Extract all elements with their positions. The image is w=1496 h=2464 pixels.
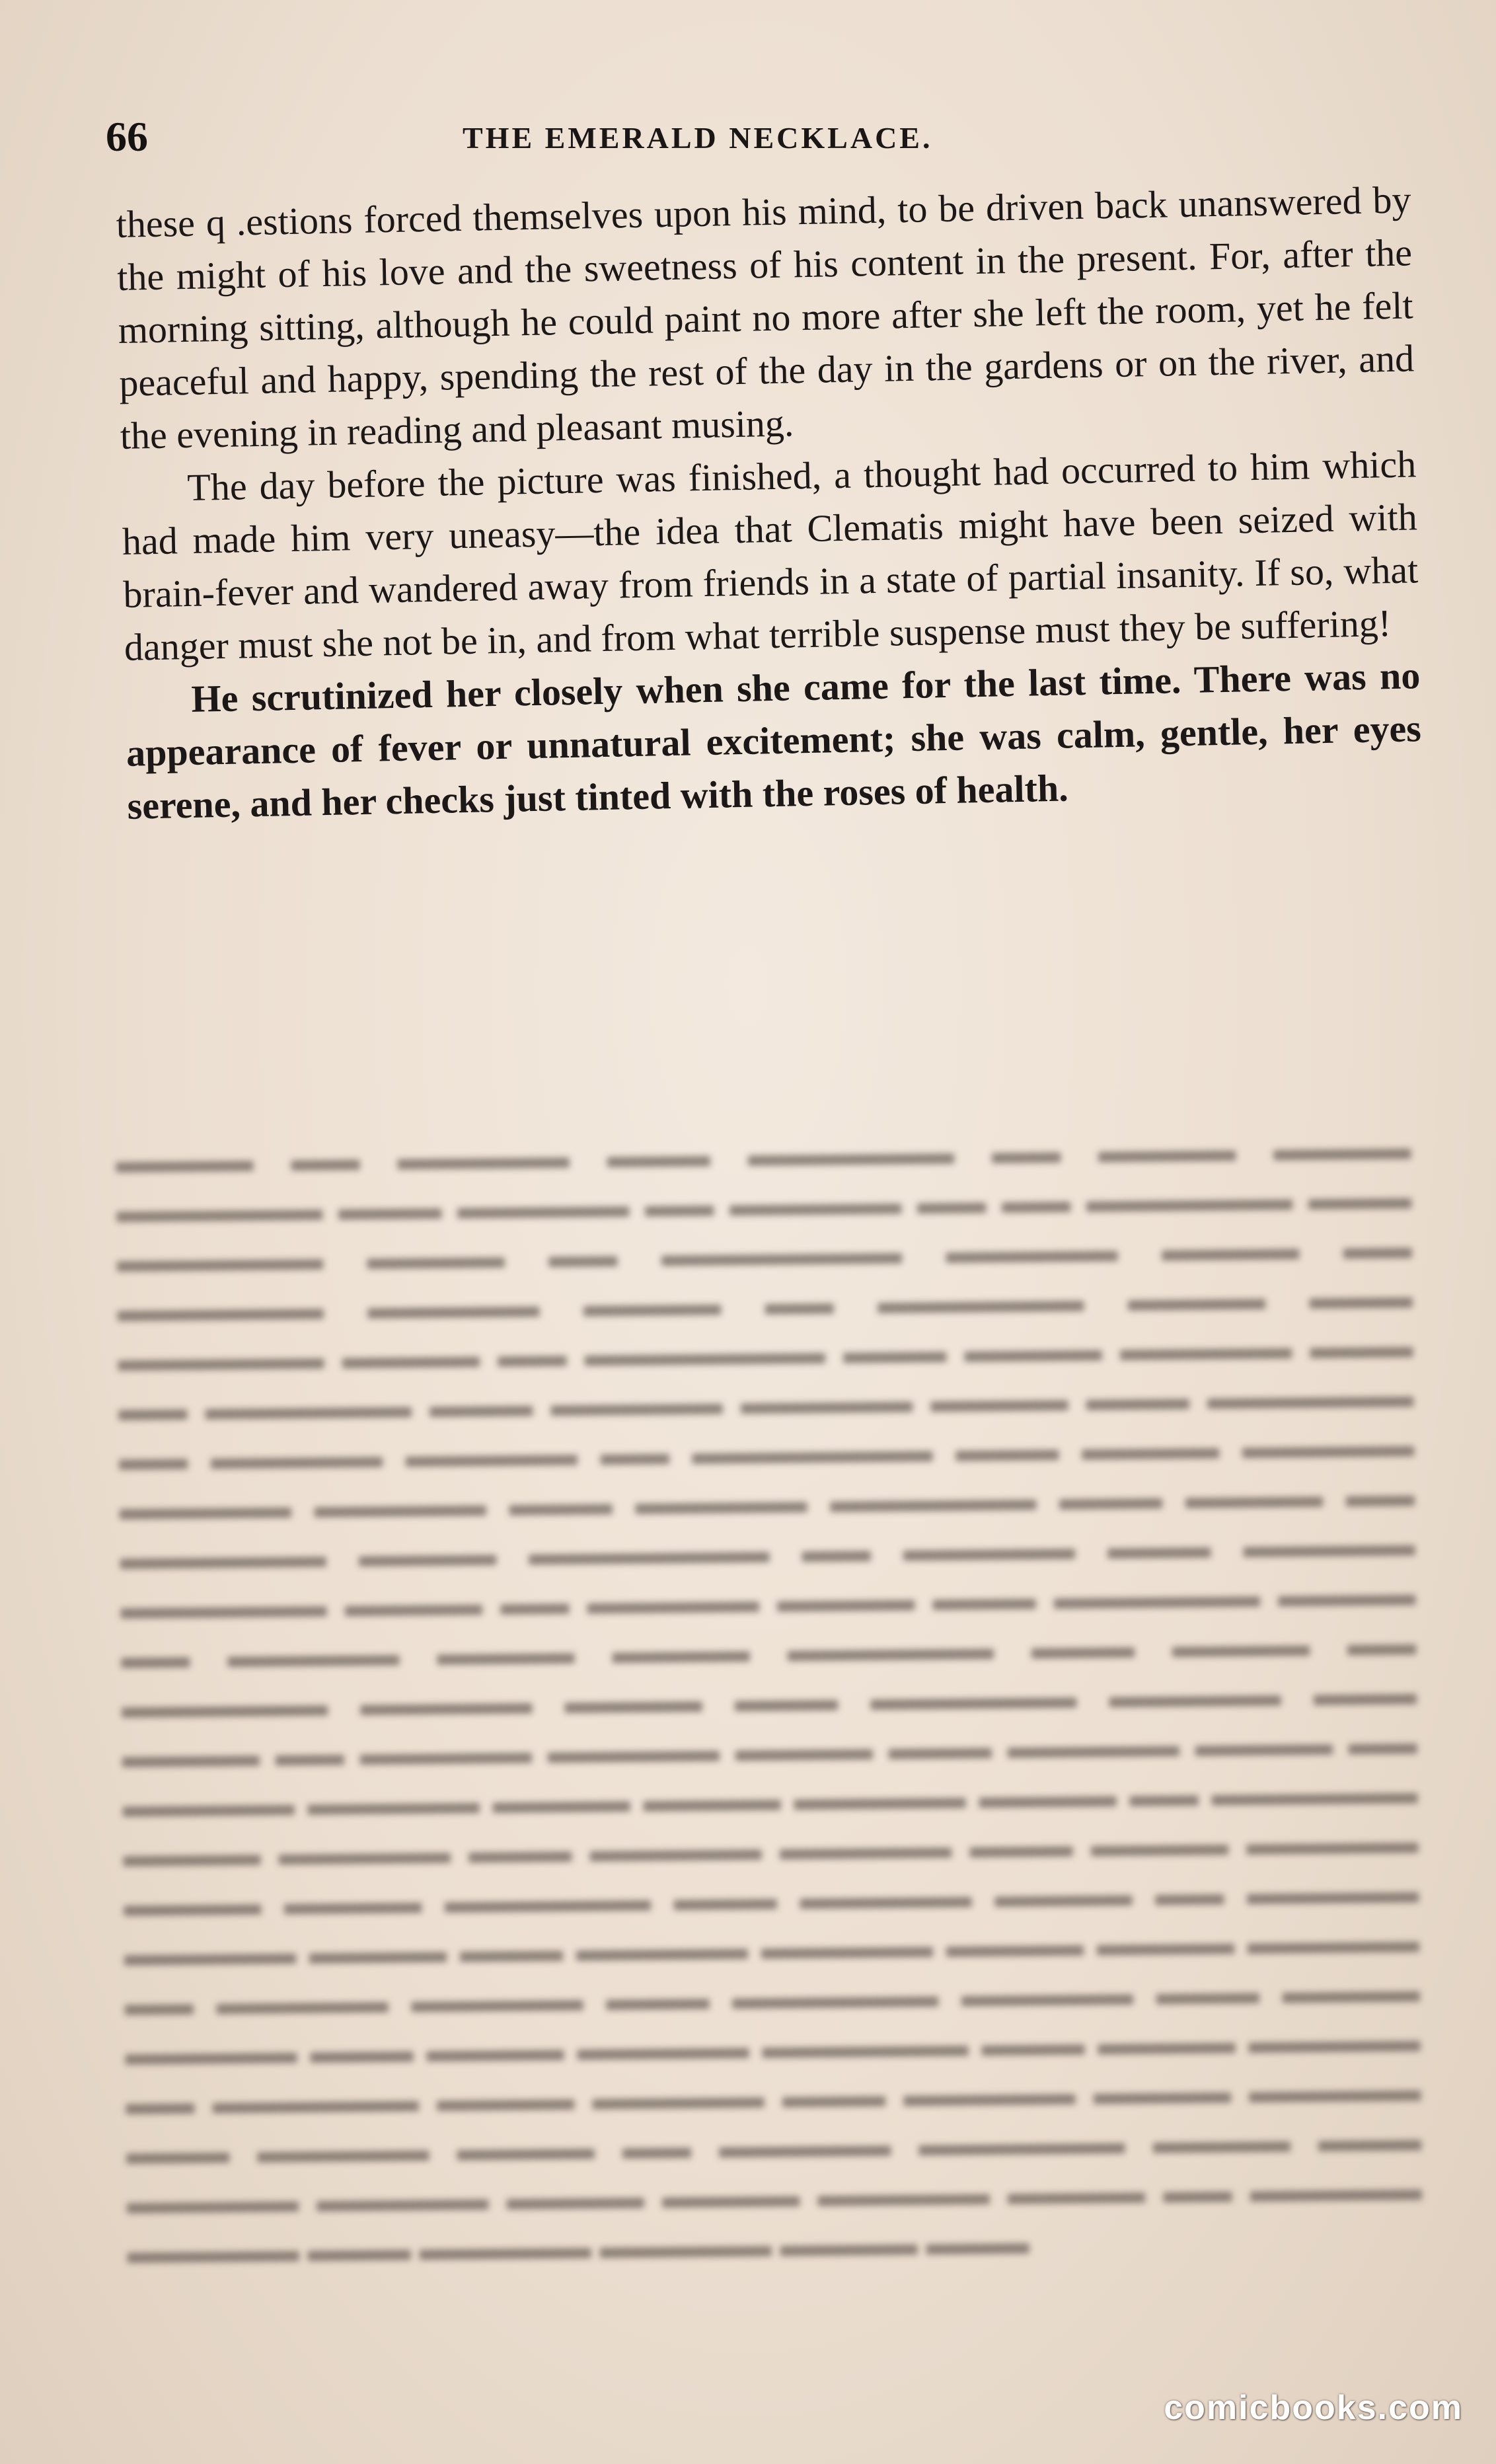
blurred-lower-text-texture: ▬▬▬▬ ▬▬ ▬▬▬▬▬ ▬▬▬ ▬▬▬▬▬▬ ▬▬ ▬▬▬▬ ▬▬▬▬ ▬▬▬▬▬▬ ▬▬▬ ▬▬▬▬▬ ▬▬ ▬▬▬▬▬ ▬▬ ▬▬ ▬▬▬▬▬▬ ▬▬▬ ▬▬▬▬▬▬ ▬▬▬▬ ▬▬ ▬▬▬▬▬▬▬ ▬▬▬▬▬ ▬▬▬▬ ▬▬ ▬▬▬▬▬▬ ▬▬▬▬▬ ▬▬▬▬ ▬▬ ▬▬▬▬▬▬ ▬▬▬▬ ▬▬▬ ▬▬▬▬▬▬ ▬▬▬▬ ▬▬ ▬▬▬▬▬▬▬ ▬▬▬ ▬▬▬▬ ▬▬▬▬▬ ▬▬▬ ▬▬ ▬▬▬▬▬▬ ▬▬▬ ▬▬▬▬▬ ▬▬▬▬▬ ▬▬▬▬ ▬▬▬ ▬▬▬▬▬▬ ▬▬ ▬▬▬▬▬ ▬▬▬▬▬ ▬▬ ▬▬▬▬▬▬▬ ▬▬▬ ▬▬▬▬ ▬▬▬▬▬ ▬▬▬▬▬ ▬▬▬▬▬ ▬▬▬ ▬▬▬▬▬ ▬▬▬▬▬▬ ▬▬▬ ▬▬▬▬ ▬▬ ▬▬▬▬▬▬ ▬▬▬▬ ▬▬▬▬▬▬▬ ▬▬ ▬▬▬▬▬ ▬▬▬ ▬▬▬▬▬ ▬▬▬▬▬▬ ▬▬▬▬ ▬▬ ▬▬▬▬▬ ▬▬▬▬ ▬▬▬ ▬▬▬▬▬▬ ▬▬▬▬ ▬▬ ▬▬▬▬▬ ▬▬▬▬ ▬▬▬▬ ▬▬▬▬▬▬ ▬▬▬ ▬▬▬▬ ▬▬ ▬▬▬▬▬▬ ▬▬▬▬▬ ▬▬▬▬ ▬▬▬ ▬▬▬▬▬▬ ▬▬▬▬▬ ▬▬▬ ▬▬▬▬ ▬▬ ▬▬▬▬▬ ▬▬▬▬▬ ▬▬▬▬ ▬▬▬ ▬▬▬▬▬ ▬▬▬▬ ▬▬ ▬▬▬▬▬ ▬▬▬▬▬ ▬▬▬▬ ▬▬▬▬ ▬▬▬▬▬ ▬▬▬▬ ▬▬ ▬▬▬▬▬▬ ▬▬▬▬ ▬▬▬▬▬ ▬▬▬ ▬▬▬▬▬ ▬▬▬▬▬ ▬▬▬ ▬▬▬▬ ▬▬▬▬▬ ▬▬▬▬ ▬▬▬▬ ▬▬▬▬▬▬ ▬▬▬ ▬▬▬▬▬ ▬▬▬▬ ▬▬ ▬▬▬▬▬ ▬▬▬▬▬ ▬▬▬▬ ▬▬▬ ▬▬▬▬▬ ▬▬▬▬▬ ▬▬▬▬ ▬▬▬▬ ▬▬▬▬▬ ▬▬ ▬▬▬▬▬ ▬▬▬▬▬ ▬▬▬ ▬▬▬▬▬▬ ▬▬▬▬▬ ▬▬▬ ▬▬▬▬ ▬▬▬▬▬ ▬▬▬ ▬▬▬▬ ▬▬▬▬▬ ▬▬▬▬▬▬ ▬▬▬ ▬▬▬▬ ▬▬▬▬▬ ▬▬ ▬▬▬▬▬▬ ▬▬▬▬ ▬▬▬▬▬ ▬▬▬ ▬▬▬▬▬ ▬▬▬▬ ▬▬▬▬▬ ▬▬▬ ▬▬▬▬▬ ▬▬▬▬ ▬▬ ▬▬▬▬▬ ▬▬▬▬▬▬ ▬▬▬▬ ▬▬▬ ▬▬▬▬▬ ▬▬▬▬▬ ▬▬▬▬ ▬▬▬▬ ▬▬▬▬▬ ▬▬▬▬ ▬▬ ▬▬▬▬▬ ▬▬▬▬▬ ▬▬▬ ▬▬▬▬▬ ▬▬▬▬▬ ▬▬▬▬ ▬▬▬	[116, 1129, 1423, 2271]
paragraph-2: The day before the picture was finished, a thought had occurred to him which had made him very uneasy—the idea that Clematis might have been seized with brain-fever and wandered away from friends in a state of partial insanity. If so, what danger must she not be in, and from what terrible suspense must they be suffering!	[122, 442, 1419, 669]
paragraph-3: He scrutinized her closely when she came for the last time. There was no appearance of fever or unnatural excitement; she was calm, gentle, her eyes serene, and her checks just tinted with the roses of health.	[126, 654, 1422, 828]
paragraph-1: these q .estions forced themselves upon his mind, to be driven back unanswered by the might of his love and the sweetness of his content in the present. For, after the morning sitting, although he could paint no more after she left the room, yet he felt peaceful and happy, spending the rest of the day in the gardens or on the river, and the evening in reading and pleasant musing.	[116, 178, 1415, 457]
main-text	[116, 173, 1423, 832]
site-watermark: comicbooks.com	[1164, 2389, 1463, 2427]
page-header	[106, 112, 1401, 172]
running-head: THE EMERALD NECKLACE.	[463, 121, 933, 155]
page-number: 66	[106, 113, 148, 160]
